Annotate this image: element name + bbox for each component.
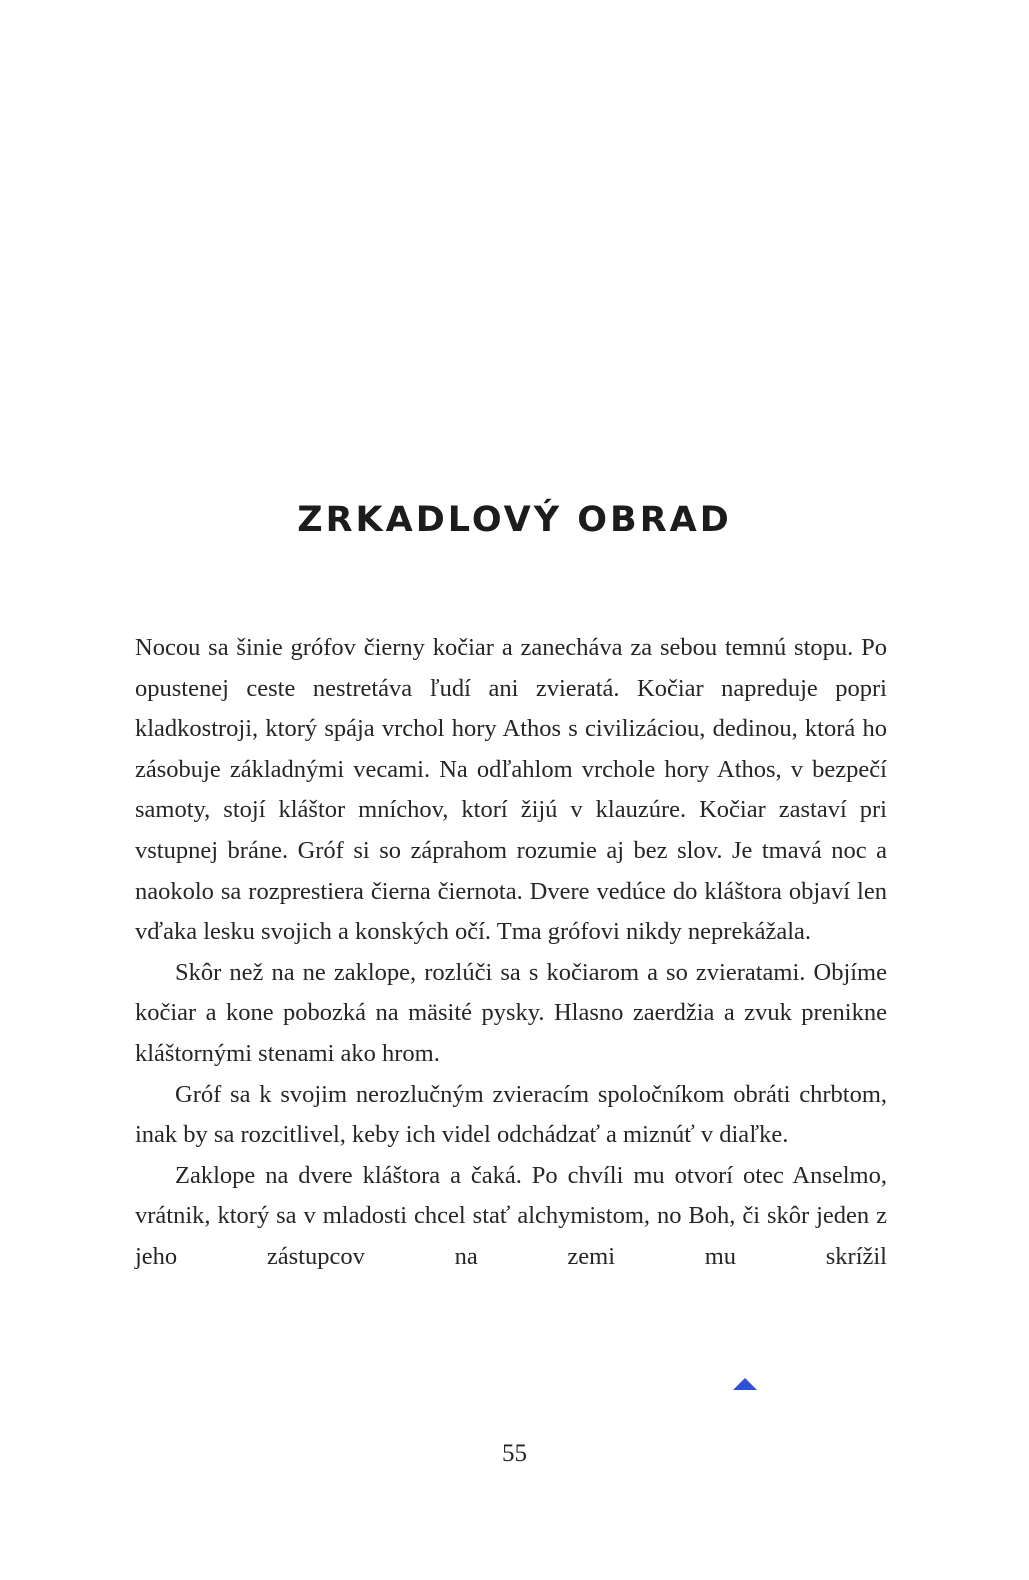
paragraph-1: Nocou sa šinie grófov čierny kočiar a zanecháva za sebou temnú stopu. Po opustenej ceste nestretáva ľudí ani zvieratá. Kočiar napreduje popri kladkostroji, ktorý spája vrchol hory Athos s civilizáciou, dedinou, ktorá ho zásobuje základnými vecami. Na odľahlom vrchole hory Athos, v bezpečí samoty, stojí kláštor mníchov, ktorí žijú v klauzúre. Kočiar zastaví pri vstupnej bráne. Gróf si so záprahom rozumie aj bez slov. Je tmavá noc a naokolo sa rozprestiera čierna čiernota. Dvere vedúce do kláštora objaví len vďaka lesku svojich a konských očí. Tma grófovi nikdy neprekážala. xyxy=(135,634,887,946)
chapter-body xyxy=(135,628,887,1278)
paragraph-2: Skôr než na ne zaklope, rozlúči sa s kočiarom a so zvieratami. Objíme kočiar a kone pobozká na mäsité pysky. Hlasno zaerdžia a zvuk prenikne kláštornými stenami ako hrom. xyxy=(135,958,887,1067)
paragraph-3: Gróf sa k svojim nerozlučným zvieracím spoločníkom obráti chrbtom, inak by sa rozcitlivel, keby ich videl odchádzať a miznúť v diaľke. xyxy=(135,1080,887,1149)
caret-mark-icon xyxy=(733,1378,757,1390)
chapter-title: ZRKADLOVÝ OBRAD xyxy=(297,500,732,540)
page-number: 55 xyxy=(502,1440,527,1467)
paragraph-4: Zaklope na dvere kláštora a čaká. Po chvíli mu otvorí otec Anselmo, vrátnik, ktorý sa v mladosti chcel stať alchymistom, no Boh, či skôr jeden z jeho zástupcov na zemi mu skrížil xyxy=(135,1161,887,1270)
